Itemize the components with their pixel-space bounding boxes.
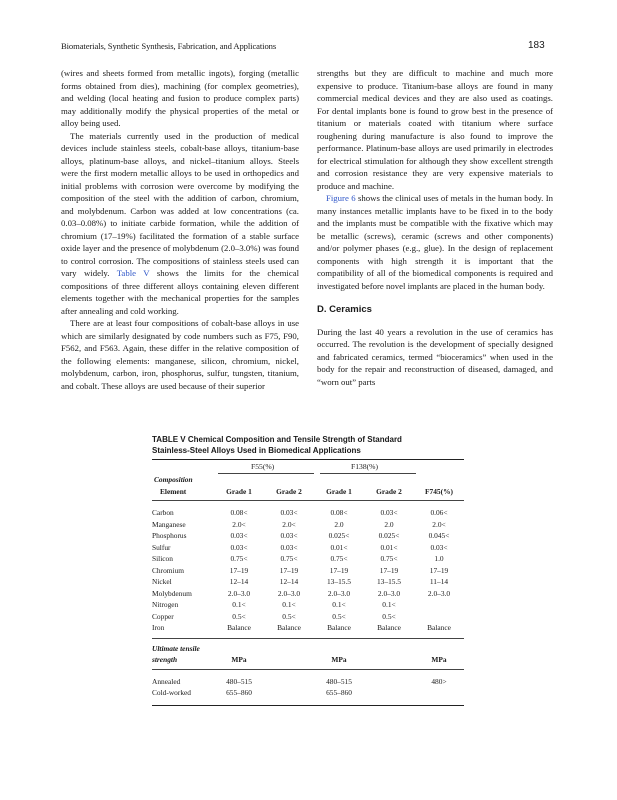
tensile-label-cell: Cold-worked [152, 688, 191, 697]
value-cell: 0.03< [280, 508, 298, 517]
page-number: 183 [528, 40, 545, 51]
tensile-row [152, 687, 464, 699]
col-header: Grade 2 [276, 486, 302, 496]
tensile-label-cell: Annealed [152, 676, 181, 686]
composition-label: Composition [154, 475, 193, 484]
element-cell: Iron [152, 623, 165, 632]
table-row [152, 530, 464, 542]
table-bottom-rule [152, 705, 464, 706]
element-cell: Nickel [152, 577, 172, 586]
table-row [152, 611, 464, 623]
value-cell: 0.03< [380, 508, 398, 517]
value-cell: Balance [277, 623, 301, 632]
tensile-f55-cell: 655–860 [226, 688, 252, 697]
table-row [152, 553, 464, 565]
unit-f745: MPa [431, 655, 447, 664]
tensile-f138-cell: 480–515 [326, 676, 352, 686]
blank-cell [264, 654, 314, 666]
table-row [152, 599, 464, 611]
value-cell: 13–15.5 [376, 577, 402, 586]
table-v-link[interactable]: Table V [116, 268, 150, 278]
table-group-header [152, 460, 464, 473]
col-header: F745(%) [425, 486, 453, 496]
figure-6-link[interactable]: Figure 6 [326, 193, 356, 203]
value-cell: 0.1< [332, 600, 346, 609]
unit-f138: MPa [331, 655, 347, 664]
value-cell: 0.75< [330, 554, 348, 563]
composition-rows [152, 507, 464, 634]
tensile-f138-cell: 655–860 [326, 688, 352, 697]
table-row [152, 576, 464, 588]
element-cell: Chromium [152, 565, 185, 575]
tensile-unit-row [152, 654, 464, 666]
table-row [152, 622, 464, 634]
group-f138: F138(%) [351, 462, 378, 471]
left-paragraph-1: (wires and sheets formed from metallic ingots), forging (metallic forms obtained from dies), machining (for complex geometries), and welding (local heating and fusion to produce complex parts) may additionally modify the physical properties of the metal or alloy being used. [61, 68, 299, 128]
value-cell: 2.0–3.0 [277, 588, 301, 598]
group-f55: F55(%) [251, 462, 275, 471]
value-cell: 0.5< [332, 611, 346, 621]
table-row [152, 565, 464, 577]
header-rule [152, 500, 464, 501]
composition-label-row [152, 474, 464, 486]
value-cell: 11–14 [429, 577, 449, 586]
value-cell: 0.75< [230, 554, 248, 563]
value-cell: 0.01< [330, 542, 348, 552]
tensile-rule [152, 669, 464, 670]
value-cell: 0.045< [428, 531, 450, 540]
element-cell: Manganese [152, 519, 186, 529]
value-cell: 0.08< [330, 508, 348, 517]
value-cell: 0.025< [378, 531, 400, 540]
value-cell: 2.0< [282, 519, 296, 529]
table-header-row [152, 486, 464, 498]
group-f55-underline [218, 473, 314, 474]
value-cell: 2.0< [232, 519, 246, 529]
right-paragraph-1: strengths but they are difficult to machine and much more expensive to produce. Titanium-base alloys are found in many commercial medical devices and they are also used as coatings. For dental implants bone is found to grow best in the presence of titanium or materials coated with titanium where surface roughening during manufacture is also found to improve the performance. Platinum-base alloys are used primarily in electrodes for electrical stimulation for although they show excellent strength and corrosion resistance they are very expensive materials to produce and machine. [317, 68, 553, 191]
element-cell: Nitrogen [152, 600, 179, 609]
value-cell: 2.0 [384, 519, 394, 529]
col-header: Grade 1 [326, 486, 352, 496]
value-cell: 0.08< [230, 508, 248, 517]
value-cell: 12–14 [229, 577, 249, 586]
value-cell: Balance [327, 623, 351, 632]
left-paragraph-3: There are at least four compositions of cobalt-base alloys in use which are similarly designated by code numbers such as F75, F90, F562, and F563. Again, these differ in the relative composition of the following elements: manganese, silicon, chromium, nickel, molybdenum, carbon, iron, phosphorus, sulfur, tungsten, titanium, and cobalt. These alloys are used because of their superior [61, 318, 299, 391]
table-caption-line-1: TABLE V Chemical Composition and Tensile Strength of Standard [152, 435, 402, 444]
mid-rule [152, 638, 464, 639]
element-cell: Sulfur [152, 542, 171, 552]
tensile-f745-cell [414, 687, 464, 699]
table-row [152, 507, 464, 519]
left-paragraph-2 [61, 130, 299, 318]
value-cell: 0.03< [430, 542, 448, 552]
element-cell: Molybdenum [152, 588, 192, 598]
tensile-label-2: strength [152, 655, 178, 664]
col-header: Grade 1 [226, 486, 252, 496]
col-header: Grade 2 [376, 486, 402, 496]
value-cell: 2.0–3.0 [377, 588, 401, 598]
left-paragraph-2-text: The materials currently used in the production of medical devices include stainless steels, cobalt-base alloys, titanium-base alloys, platinum-base alloys, and nickel–titanium alloys. Steels were the first modern metallic alloys to be used in orthopedics and initial problems with corrosion were overcome by modifying the composition of the steel with the addition of carbon, chromium, and molybdenum. Carbon was added at low concentrations (ca. 0.03–0.08%) to initiate carbide formation, while the addition of chromium (17–19%) facilitated the formation of a stable surface oxide layer and the presence of molybdenum (2.0–3.0%) was found to control corrosion. The compositions of stainless steels used can vary widely. [61, 130, 299, 278]
value-cell: 13–15.5 [326, 577, 352, 586]
table-row [152, 588, 464, 600]
value-cell: 0.03< [280, 531, 298, 540]
element-cell: Copper [152, 611, 174, 621]
value-cell: 0.1< [382, 600, 396, 609]
tensile-f55-cell: 480–515 [226, 676, 252, 686]
value-cell: 0.025< [328, 531, 350, 540]
value-cell: 0.03< [280, 542, 298, 552]
value-cell: 0.1< [282, 600, 296, 609]
left-column [61, 67, 299, 392]
section-heading-ceramics: D. Ceramics [317, 304, 372, 315]
tensile-label-1: Ultimate tensile [152, 643, 200, 653]
table-v [152, 459, 464, 706]
running-title: Biomaterials, Synthetic Synthesis, Fabrication, and Applications [61, 41, 277, 51]
table-caption [152, 434, 472, 456]
tensile-f745-cell: 480> [431, 676, 447, 686]
value-cell: Balance [377, 623, 401, 632]
value-cell: 2.0–3.0 [227, 588, 251, 598]
value-cell: 0.5< [382, 611, 396, 621]
table-row [152, 519, 464, 531]
value-cell: 17–19 [229, 565, 249, 575]
blank-cell [364, 687, 414, 699]
value-cell: 0.5< [282, 611, 296, 621]
blank-cell [264, 676, 314, 688]
tensile-label-row [152, 643, 464, 655]
right-paragraph-2 [317, 192, 553, 292]
element-header: Element [160, 486, 187, 496]
group-f138-underline [320, 473, 416, 474]
tensile-row [152, 676, 464, 688]
value-cell: 0.06< [430, 508, 448, 517]
unit-f55: MPa [231, 655, 247, 664]
table-caption-line-2: Stainless-Steel Alloys Used in Biomedical Applications [152, 446, 361, 455]
value-cell: 0.5< [232, 611, 246, 621]
element-cell: Phosphorus [152, 531, 187, 540]
value-cell: 1.0 [434, 554, 444, 563]
table-row [152, 542, 464, 554]
value-cell: 12–14 [279, 577, 299, 586]
value-cell: 0.75< [380, 554, 398, 563]
blank-cell [264, 687, 314, 699]
blank-cell [364, 654, 414, 666]
value-cell: Balance [227, 623, 251, 632]
blank-cell [364, 676, 414, 688]
value-cell: 0.03< [230, 542, 248, 552]
value-cell: 2.0 [334, 519, 344, 529]
value-cell: 0.1< [232, 600, 246, 609]
value-cell: 2.0–3.0 [427, 588, 451, 598]
element-cell: Silicon [152, 554, 173, 563]
right-paragraph-2-tail: shows the clinical uses of metals in the human body. In many instances metallic implants have to be fixed in to the body and the implants must be compatible with the fixative which may be metallic (screws), ceramic (screws and other components) and/or polymer phases (e.g., glue). In the design of replacement components with high strength it is important that the compatibility of all of the biomedical components is required and investigated before novel implants are placed in the human body. [317, 193, 553, 291]
value-cell: 17–19 [429, 565, 449, 575]
value-cell: 17–19 [379, 565, 399, 575]
value-cell: 0.03< [230, 531, 248, 540]
value-cell: 17–19 [329, 565, 349, 575]
value-cell: 2.0< [432, 519, 446, 529]
value-cell [414, 599, 464, 611]
right-column [317, 67, 553, 388]
element-cell: Carbon [152, 508, 174, 517]
tensile-rows [152, 676, 464, 699]
value-cell: 2.0–3.0 [327, 588, 351, 598]
left-paragraph-2-tail: shows the limits for the chemical compositions of three different alloys containing eleven different elements together with the mechanical properties for the samples after annealing and cold working. [61, 268, 300, 316]
value-cell: Balance [427, 623, 451, 632]
value-cell: 0.75< [280, 554, 298, 563]
value-cell: 0.01< [380, 542, 398, 552]
value-cell [414, 611, 464, 623]
value-cell: 17–19 [279, 565, 299, 575]
right-paragraph-3: During the last 40 years a revolution in the use of ceramics has occurred. The revolution is the development of specially designed and fabricated ceramics, termed “bioceramics” when used in the body for the repair and reconstruction of diseased, damaged, and “worn out” parts [317, 326, 553, 387]
